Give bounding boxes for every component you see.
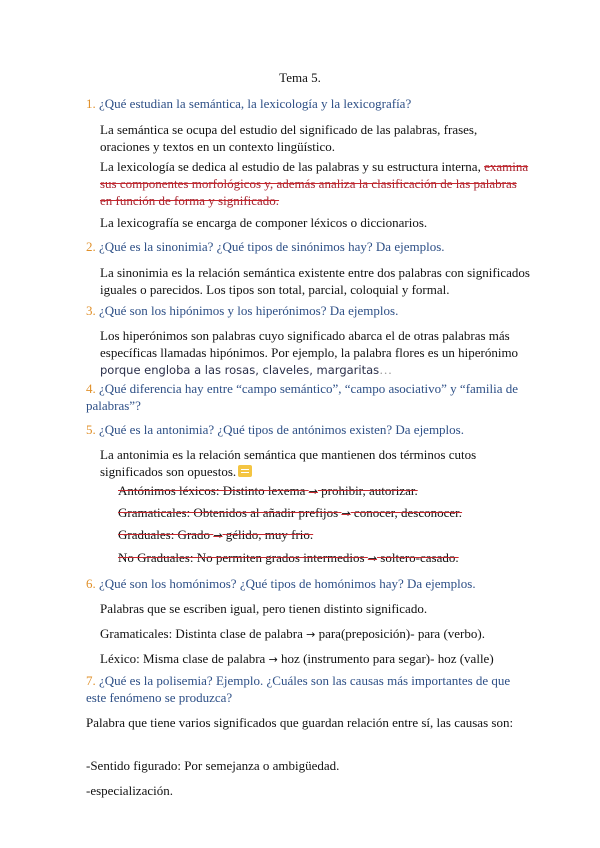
question-text: ¿Qué son los homónimos? ¿Qué tipos de homónimos hay? Da ejemplos. xyxy=(99,576,476,591)
page-title: Tema 5. xyxy=(279,70,321,85)
answer-hiperonimos xyxy=(100,327,530,379)
struck-text: examina sus componentes morfológicos y, además analiza la clasificación de las palabras en función de forma y significado. xyxy=(100,159,529,208)
answer-antonimia-text: La antonimia es la relación semántica que mantienen dos términos cutos significados son opuestos. xyxy=(100,447,477,479)
antonym-example: gélido, muy frio. xyxy=(225,527,314,542)
arrow-right-icon: → xyxy=(213,529,223,542)
question-number: 7. xyxy=(86,673,96,688)
question-text: ¿Qué estudian la semántica, la lexicología y la lexicografía? xyxy=(99,96,412,111)
answer-lexicologia xyxy=(100,158,530,209)
homonym-example: hoz (instrumento para segar)- hoz (valle) xyxy=(281,651,494,666)
answer-especializacion: -especialización. xyxy=(86,783,173,798)
question-text: ¿Qué es la sinonimia? ¿Qué tipos de sinónimos hay? Da ejemplos. xyxy=(99,239,445,254)
answer-sentido-figurado: -Sentido figurado: Por semejanza o ambigüedad. xyxy=(86,758,340,773)
question-text: ¿Qué es la antonimia? ¿Qué tipos de antónimos existen? Da ejemplos. xyxy=(99,422,464,437)
homonym-label: Léxico: Misma clase de palabra xyxy=(100,651,266,666)
answer-sinonimia: La sinonimia es la relación semántica existente entre dos palabras con significados iguales o parecidos. Los tipos son total, parcial, coloquial y formal. xyxy=(100,265,530,297)
antonym-label: Graduales: Grado xyxy=(118,527,211,542)
answer-semantica: La semántica se ocupa del estudio del significado de las palabras, frases, oraciones y textos en un contexto lingüístico. xyxy=(100,122,478,154)
question-number: 1. xyxy=(86,96,96,111)
antonym-type-graduales xyxy=(118,527,313,543)
antonym-label: Antónimos léxicos: Distinto lexema xyxy=(118,483,306,498)
question-4 xyxy=(86,380,526,414)
question-number: 5. xyxy=(86,422,96,437)
answer-antonimia xyxy=(100,446,530,480)
question-6 xyxy=(86,575,526,592)
answer-hiperonimos-text: Los hiperónimos son palabras cuyo significado abarca el de otras palabras más específicas llamadas hipónimos. Por ejemplo, la palabra flores es un hiperónimo xyxy=(100,328,519,360)
question-3 xyxy=(86,302,526,319)
question-text: ¿Qué diferencia hay entre “campo semántico”, “campo asociativo” y “familia de palabras”? xyxy=(86,381,519,413)
question-number: 4. xyxy=(86,381,96,396)
homonym-label: Gramaticales: Distinta clase de palabra xyxy=(100,626,303,641)
answer-homonimos-lexico xyxy=(100,650,530,668)
question-7 xyxy=(86,672,526,706)
arrow-right-icon: → xyxy=(306,628,316,641)
question-number: 2. xyxy=(86,239,96,254)
question-text: ¿Qué es la polisemia? Ejemplo. ¿Cuáles son las causas más importantes de que este fenómeno se produzca? xyxy=(86,673,511,705)
antonym-type-gramaticales xyxy=(118,505,462,521)
question-5 xyxy=(86,421,526,438)
arrow-right-icon: → xyxy=(367,552,378,565)
question-2 xyxy=(86,238,526,255)
antonym-type-no-graduales xyxy=(118,550,459,566)
question-number: 3. xyxy=(86,303,96,318)
antonym-example: conocer, desconocer. xyxy=(353,505,463,520)
antonym-example: prohibir, autorizar. xyxy=(321,483,418,498)
arrow-right-icon: → xyxy=(308,485,318,498)
answer-homonimos-gramaticales xyxy=(100,625,530,643)
question-text: ¿Qué son los hipónimos y los hiperónimos? Da ejemplos. xyxy=(99,303,399,318)
antonym-label: Gramaticales: Obtenidos al añadir prefijos xyxy=(118,505,339,520)
answer-polisemia: Palabra que tiene varios significados que guardan relación entre sí, las causas son: xyxy=(86,715,514,730)
arrow-right-icon: → xyxy=(341,507,351,520)
antonym-label: No Graduales: No permiten grados intermedios xyxy=(118,550,365,565)
answer-lexicologia-plain: La lexicología se dedica al estudio de las palabras y su estructura interna, xyxy=(100,159,481,174)
question-1 xyxy=(86,95,526,112)
antonym-type-lexicos xyxy=(118,483,418,499)
handwritten-note: porque engloba a las rosas, claveles, margaritas xyxy=(100,363,380,377)
homonym-example: para(preposición)- para (verbo). xyxy=(318,626,485,641)
answer-lexicografia: La lexicografía se encarga de componer léxicos o diccionarios. xyxy=(100,215,428,230)
comment-note-icon[interactable] xyxy=(238,465,252,477)
antonym-example: soltero-casado. xyxy=(380,550,459,565)
question-number: 6. xyxy=(86,576,96,591)
answer-homonimos: Palabras que se escriben igual, pero tienen distinto significado. xyxy=(100,601,428,616)
ellipsis: … xyxy=(379,362,393,377)
arrow-right-icon: → xyxy=(268,653,278,666)
